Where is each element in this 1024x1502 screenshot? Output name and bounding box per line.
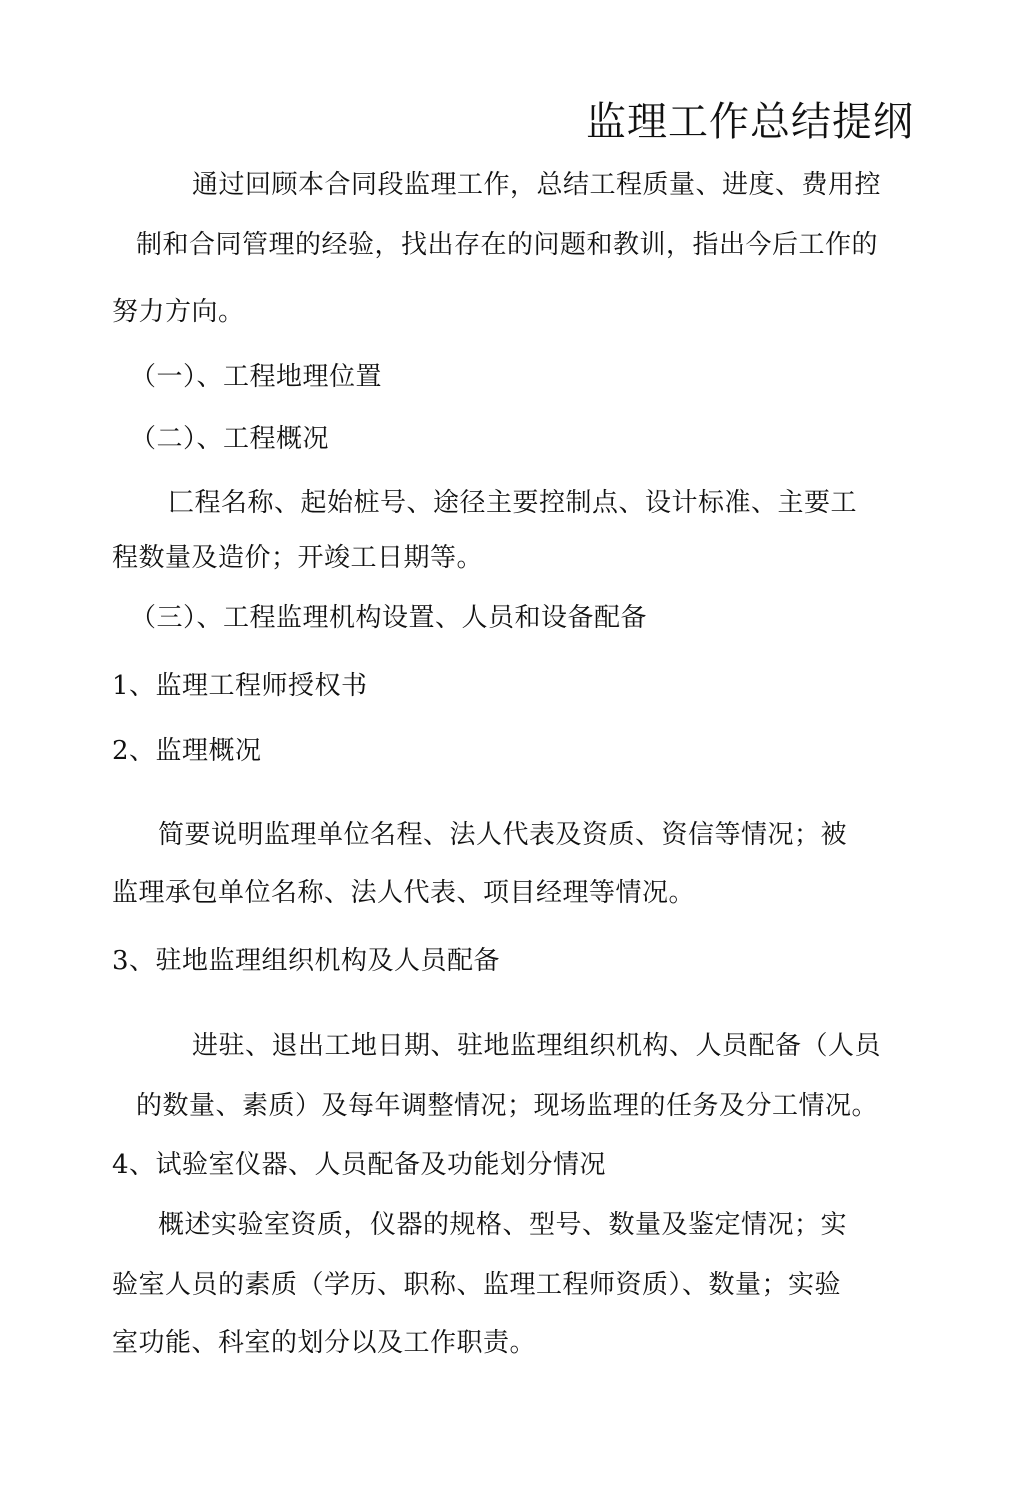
list-item-label: 、监理概况 xyxy=(129,736,262,766)
list-item-site-organization xyxy=(112,944,500,978)
supervision-overview-line-1: 简要说明监理单位名程、法人代表及资质、资信等情况；被 xyxy=(158,820,848,850)
list-item-number: 4 xyxy=(112,1150,130,1180)
intro-line-2: 制和合同管理的经验，找出存在的问题和教训，指出今后工作的 xyxy=(136,230,879,260)
document-title: 监理工作总结提纲 xyxy=(586,99,914,145)
overview-line-2: 程数量及造价；开竣工日期等。 xyxy=(112,543,484,573)
list-item-number: 3 xyxy=(112,946,130,976)
laboratory-line-3: 室功能、科室的划分以及工作职责。 xyxy=(112,1328,537,1358)
site-organization-line-2: 的数量、素质）及每年调整情况；现场监理的任务及分工情况。 xyxy=(136,1091,879,1121)
overview-line-1: 匚程名称、起始桩号、途径主要控制点、设计标准、主要工 xyxy=(168,488,858,518)
section-heading-location: （一）、工程地理位置 xyxy=(130,362,383,392)
list-item-number: 2 xyxy=(112,736,130,766)
laboratory-line-2: 验室人员的素质（学历、职称、监理工程师资质）、数量；实验 xyxy=(112,1270,842,1300)
list-item-supervision-overview xyxy=(112,734,262,768)
list-item-authorization xyxy=(112,669,368,703)
intro-line-1: 通过回顾本合同段监理工作，总结工程质量、进度、费用控 xyxy=(192,170,882,200)
site-organization-line-1: 进驻、退出工地日期、驻地监理组织机构、人员配备（人员 xyxy=(192,1031,882,1061)
list-item-label: 、驻地监理组织机构及人员配备 xyxy=(129,946,501,976)
list-item-label: 、试验室仪器、人员配备及功能划分情况 xyxy=(129,1150,607,1180)
list-item-laboratory xyxy=(112,1148,606,1182)
list-item-number: 1 xyxy=(112,671,130,701)
section-heading-organization: （三）、工程监理机构设置、人员和设备配备 xyxy=(130,603,648,633)
laboratory-line-1: 概述实验室资质，仪器的规格、型号、数量及鉴定情况；实 xyxy=(158,1210,848,1240)
intro-line-3: 努力方向。 xyxy=(112,297,245,327)
supervision-overview-line-2: 监理承包单位名称、法人代表、项目经理等情况。 xyxy=(112,878,696,908)
list-item-label: 、监理工程师授权书 xyxy=(129,671,368,701)
section-heading-overview: （二）、工程概况 xyxy=(130,424,330,454)
